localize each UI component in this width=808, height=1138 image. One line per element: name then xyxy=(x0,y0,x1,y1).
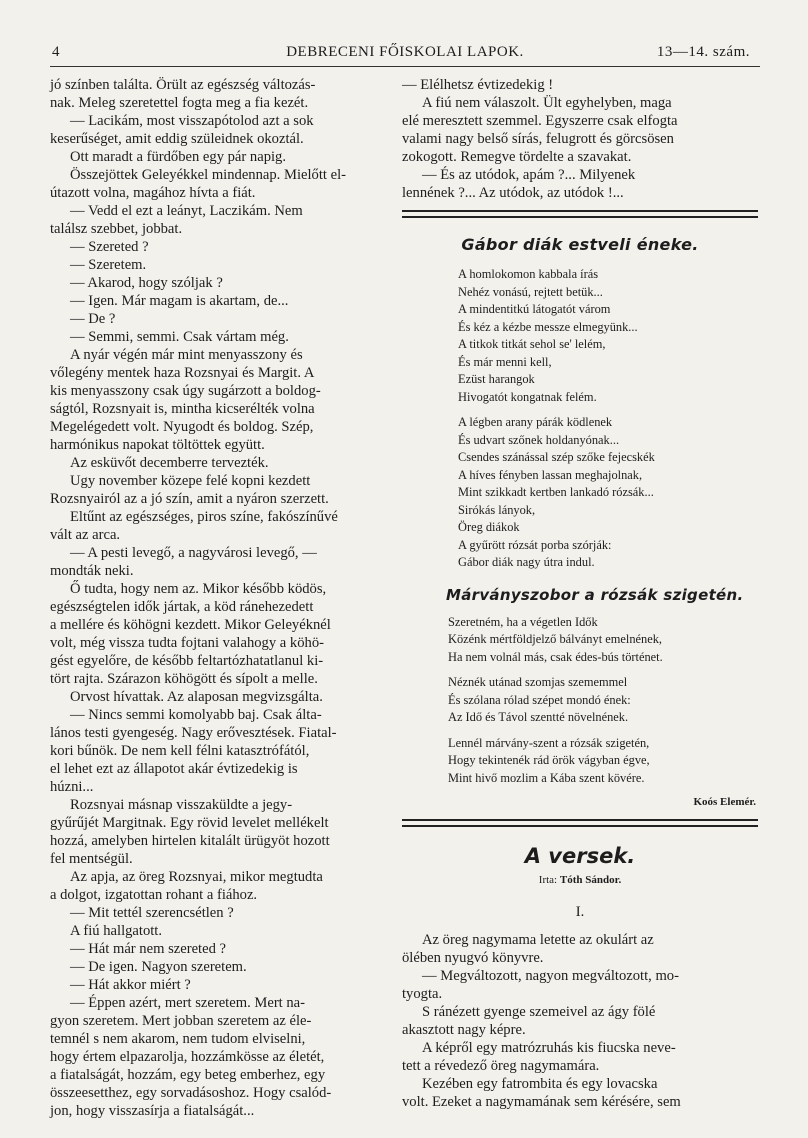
text-line: Ott maradt a fürdőben egy pár napig. xyxy=(70,149,286,165)
poem-line: Lennél márvány-szent a rózsák szigetén, xyxy=(448,735,650,750)
text-line: Rozsnyai másnap visszaküldte a jegy- xyxy=(70,797,293,813)
text-line: S ránézett gyenge szemeivel az ágy fölé xyxy=(422,1004,656,1020)
page-number: 4 xyxy=(52,44,60,60)
poem-line: És szólana rólad szépet mondó ének: xyxy=(448,692,631,707)
text-line: zokogott. Remegve tördelte a szavakat. xyxy=(402,149,632,165)
poem-line: És kéz a kézbe messze elmegyünk... xyxy=(458,319,638,334)
text-line: tört rajta. Szárazon köhögött és sípolt a melle. xyxy=(50,671,318,687)
text-line: fel mentségül. xyxy=(50,851,133,867)
text-line: Az öreg nagymama letette az okulárt az xyxy=(422,932,654,948)
poem-line: Sirókás lányok, xyxy=(458,502,536,517)
poem-stanza xyxy=(448,735,758,788)
text-line: húzni... xyxy=(50,779,94,795)
section-divider xyxy=(402,210,758,218)
text-line: lennének ?... Az utódok, az utódok !... xyxy=(402,185,624,201)
poem-stanza xyxy=(458,266,758,406)
text-line: — Szeretem. xyxy=(70,257,147,273)
text-line: kori bűnök. De nem kell félni katasztrófától, xyxy=(50,743,310,759)
text-line: A nyár végén már mint menyasszony és xyxy=(70,347,303,363)
text-line: Kezében egy fatrombita és egy lovacska xyxy=(422,1076,658,1092)
poem-line: A titkok titkát sehol se' lelém, xyxy=(458,337,606,351)
text-line: valami nagy belső sírás, felugrott és görcsösen xyxy=(402,131,674,147)
text-line: — És az utódok, apám ?... Milyenek xyxy=(422,167,636,183)
byline-prefix: Irta: xyxy=(538,874,558,886)
text-line: — Hát már nem szereted ? xyxy=(70,941,226,957)
text-line: — Szereted ? xyxy=(70,239,149,255)
left-column xyxy=(50,76,390,1120)
text-line: — Elélhetsz évtizedekig ! xyxy=(402,77,554,93)
poem-line: Ha nem volnál más, csak édes-bús történet. xyxy=(448,649,663,664)
text-line: — A pesti levegő, a nagyvárosi levegő, — xyxy=(70,545,317,561)
poem-line: Ezüst harangok xyxy=(458,372,535,386)
text-line: Az esküvőt decemberre tervezték. xyxy=(70,455,269,471)
text-line: — Igen. Már magam is akartam, de... xyxy=(70,293,289,309)
right-column xyxy=(402,76,758,1111)
poem-stanza xyxy=(448,674,758,727)
poem-title: Gábor diák estveli éneke. xyxy=(461,235,699,254)
poem-line: Az Idő és Távol szentté növelnének. xyxy=(448,710,629,724)
poem-line: Hivogatót kongatnak felém. xyxy=(458,389,597,404)
text-line: — De igen. Nagyon szeretem. xyxy=(70,959,247,975)
text-line: ságtól, Rozsnyait is, mintha kicserélték volna xyxy=(50,401,315,417)
poem-marvanyszobor xyxy=(448,614,758,788)
text-line: — Megváltozott, nagyon megváltozott, mo- xyxy=(422,968,679,984)
text-line: mondták neki. xyxy=(50,563,134,579)
text-line: Az apja, az öreg Rozsnyai, mikor megtudta xyxy=(70,869,323,885)
text-line: gyűrűjét Margitnak. Egy rövid levelet mellékelt xyxy=(50,815,329,831)
text-line: jó színben találta. Örült az egészség változás- xyxy=(50,77,316,93)
poem-author: Koós Elemér. xyxy=(693,796,756,808)
text-line: — Éppen azért, mert szeretem. Mert na- xyxy=(70,995,306,1011)
text-line: tyogta. xyxy=(402,986,443,1002)
text-line: ölében nyugvó könyvre. xyxy=(402,950,544,966)
poem-line: A homlokomon kabbala írás xyxy=(458,267,599,281)
text-line: kis menyasszony csak úgy sugárzott a boldog- xyxy=(50,383,321,399)
text-line: Összejöttek Geleyékkel mindennap. Mielőtt el- xyxy=(70,167,346,183)
text-line: összeesetthez, egy sorvadásoshoz. Hogy csalód- xyxy=(50,1085,332,1101)
poem-line: Néznék utánad szomjas szememmel xyxy=(448,675,628,689)
issue-number: 13—14. szám. xyxy=(656,44,750,60)
text-line: A fiú hallgatott. xyxy=(70,923,163,939)
text-line: Ő tudta, hogy nem az. Mikor később ködös, xyxy=(70,581,327,597)
text-line: jon, hogy visszasírja a fiatalságát... xyxy=(50,1103,255,1119)
poem-line: A mindentitkú látogatót várom xyxy=(458,302,611,316)
poem-line: Szeretném, ha a végetlen Idők xyxy=(448,614,598,629)
text-line: gést egyelőre, de később feltartózhatatlanul ki- xyxy=(50,653,324,669)
text-line: A képről egy matrózruhás kis fiucska neve- xyxy=(422,1040,676,1056)
text-line: akasztott nagy képre. xyxy=(402,1022,526,1038)
text-line: hozzá, amelyben hirtelen kitalált ürügyöt hozott xyxy=(50,833,330,849)
poem-line: Nehéz vonású, rejtett betük... xyxy=(458,284,603,299)
text-line: Ugy november közepe felé kopni kezdett xyxy=(70,473,311,489)
poem-line: A légben arany párák ködlenek xyxy=(458,415,613,429)
text-line: Rozsnyairól az a jó szín, amit a nyáron szerzett. xyxy=(50,491,329,507)
byline-author: Tóth Sándor. xyxy=(559,874,622,886)
article-body xyxy=(402,931,758,1111)
text-line: volt. Ezeket a nagymamának sem kérésére, sem xyxy=(402,1094,681,1110)
poem-line: És már menni kell, xyxy=(458,354,552,369)
text-line: temnél s nem akarom, nem tudom elviselni, xyxy=(50,1031,306,1047)
text-line: harmónikus napokat töltöttek együtt. xyxy=(50,437,265,453)
section-number: I. xyxy=(575,904,585,920)
poem-line: A híves fényben lassan meghajolnak, xyxy=(458,467,643,482)
text-line: lános testi gyengeség. Nagy erővesztések. Fiatal- xyxy=(50,725,337,741)
text-line: — Hát akkor miért ? xyxy=(70,977,191,993)
text-line: Eltűnt az egészséges, piros színe, fakószínűvé xyxy=(70,509,338,525)
text-line: elé meresztett szemmel. Egyszerre csak elfogta xyxy=(402,113,678,129)
text-line: vőlegény mentek haza Rozsnyai és Margit. A xyxy=(50,365,315,381)
text-line: keserűséget, amit eddig szüleidnek okoztál. xyxy=(50,131,304,147)
text-line: el lehet ezt az állapotot akár évtizedekig is xyxy=(50,761,298,777)
poem-line: Hogy tekintenék rád örök vágyban égve, xyxy=(448,753,650,767)
text-line: egészségtelen idők jártak, a köd ránehezedett xyxy=(50,599,314,615)
text-line: gyon szeretem. Mert jobban szeretem az éle- xyxy=(50,1013,312,1029)
poem-line: Mint hivő mozlim a Kába szent kövére. xyxy=(448,770,645,785)
text-line: nak. Meleg szeretettel fogta meg a fia kezét. xyxy=(50,95,309,111)
text-line: hogy értem elpazarolja, hozzámkösse az életét, xyxy=(50,1049,325,1065)
publication-title: DEBRECENI FŐISKOLAI LAPOK. xyxy=(286,44,524,60)
text-line: Megelégedett volt. Nyugodt és boldog. Szép, xyxy=(50,419,314,435)
text-line: útazott volna, magához hívta a fiát. xyxy=(50,185,256,201)
poem-title: Márványszobor a rózsák szigetén. xyxy=(446,585,744,604)
text-line: — Lacikám, most visszapótolod azt a sok xyxy=(70,113,314,129)
text-line: tett a révedező öreg nagymamára. xyxy=(402,1058,600,1074)
text-line: — Mit tettél szerencsétlen ? xyxy=(70,905,234,921)
poem-line: Öreg diákok xyxy=(458,520,520,534)
text-line: volt, még vissza tudta fojtani valahogy a köhö- xyxy=(50,635,324,651)
section-divider xyxy=(402,819,758,827)
poem-line: A gyűrött rózsát porba szórják: xyxy=(458,537,612,552)
article-title: A versek. xyxy=(524,844,636,868)
text-line: a dolgot, izgatottan rohant a fiához. xyxy=(50,887,258,903)
text-line: — De ? xyxy=(70,311,116,327)
text-line: — Nincs semmi komolyabb baj. Csak álta- xyxy=(70,707,322,723)
text-line: — Akarod, hogy szóljak ? xyxy=(70,275,223,291)
article-byline xyxy=(402,871,758,889)
poem-line: Gábor diák nagy útra indul. xyxy=(458,555,595,569)
poem-line: Közénk mértföldjelző bálványt emelnének, xyxy=(448,632,662,646)
poem-line: És udvart szőnek holdanyónak... xyxy=(458,432,620,447)
story-ending xyxy=(402,76,758,202)
poem-line: Mint szikkadt kertben lankadó rózsák... xyxy=(458,485,654,499)
text-line: A fiú nem válaszolt. Ült egyhelyben, maga xyxy=(422,95,672,111)
text-line: — Semmi, semmi. Csak vártam még. xyxy=(70,329,289,345)
poem-gabor-diak xyxy=(458,266,758,572)
poem-stanza xyxy=(448,614,758,667)
poem-line: Csendes szánással szép szőke fejecskék xyxy=(458,450,655,464)
poem-stanza xyxy=(458,414,758,572)
text-line: Orvost hívattak. Az alaposan megvizsgálta. xyxy=(70,689,323,705)
page-header xyxy=(50,42,760,67)
text-line: — Vedd el ezt a leányt, Laczikám. Nem xyxy=(70,203,303,219)
text-line: a fiatalságát, hozzám, egy beteg emberhez, egy xyxy=(50,1067,326,1083)
text-line: találsz szebbet, jobbat. xyxy=(50,221,183,237)
text-line: vált az arca. xyxy=(50,527,121,543)
text-line: a mellére és köhögni kezdett. Mikor Geleyéknél xyxy=(50,617,331,633)
